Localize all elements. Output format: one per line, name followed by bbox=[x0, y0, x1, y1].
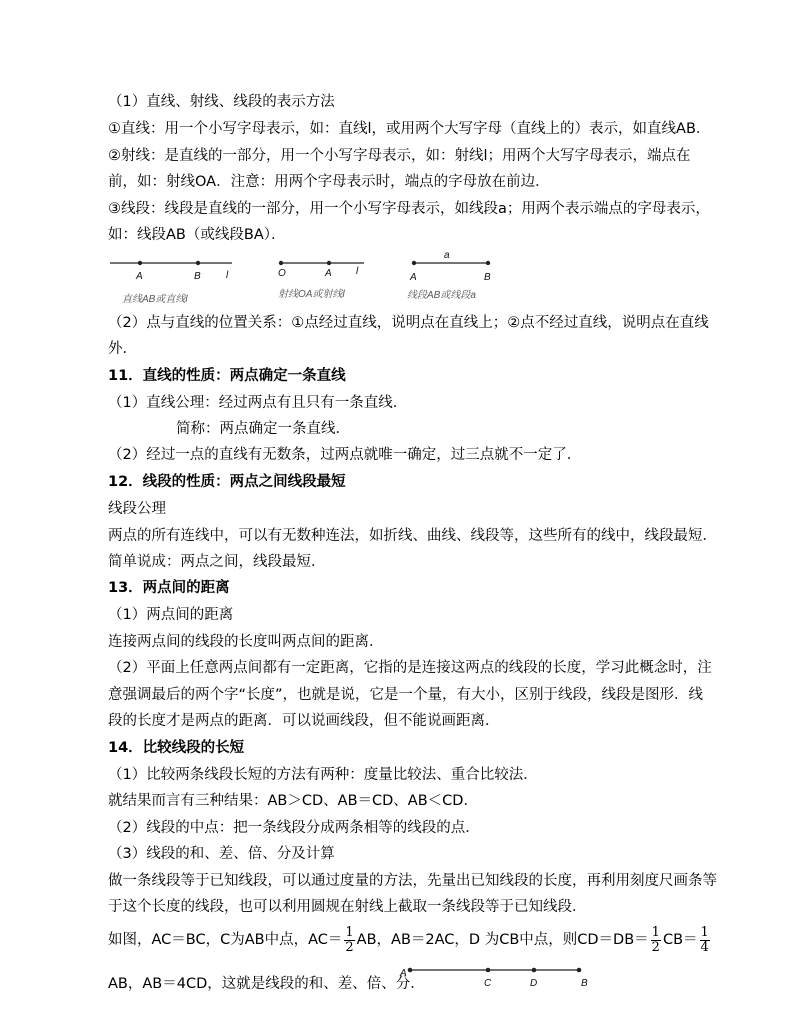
ray-point-o bbox=[279, 261, 283, 265]
line-notation-text: ①直线：用一个小写字母表示，如：直线l，或用两个大写字母（直线上的）表示，如直线AB． bbox=[108, 121, 711, 137]
fraction-2-numerator: 1 bbox=[651, 924, 660, 940]
acdb-point-b bbox=[577, 968, 582, 973]
s14-paragraph-1: （1）比较两条线段长短的方法有两种：度量比较法、重合比较法． bbox=[108, 767, 538, 783]
segment-figure bbox=[407, 250, 491, 301]
line-figure bbox=[110, 261, 232, 305]
ray-label-a: A bbox=[325, 268, 332, 279]
s13-paragraph-1: （1）两点间的距离 bbox=[108, 607, 234, 623]
fraction-one-half-b bbox=[651, 926, 661, 955]
section-title-representation: （1）直线、射线、线段的表示方法 bbox=[108, 94, 335, 110]
acdb-point-d bbox=[532, 968, 537, 973]
fraction-one-half-a bbox=[344, 926, 354, 955]
s12-paragraph-1: 线段公理 bbox=[108, 501, 166, 517]
s12-paragraph-2: 两点的所有连线中，可以有无数种连法，如折线、曲线、线段等，这些所有的线中，线段最短． bbox=[108, 528, 717, 544]
acdb-label-d: D bbox=[530, 978, 538, 989]
ray-figure bbox=[278, 261, 364, 300]
fraction-1-denominator: 2 bbox=[345, 939, 354, 955]
heading-11: 11．直线的性质：两点确定一条直线 bbox=[108, 368, 346, 384]
line-label-l: l bbox=[226, 270, 229, 281]
line-point-a bbox=[138, 261, 142, 265]
segment-notation-text-1: ③线段：线段是直线的一部分，用一个小写字母表示，如线段a；用两个表示端点的字母表示， bbox=[108, 201, 710, 217]
s13-paragraph-5: 段的长度才是两点的距离．可以说画线段，但不能说画距离． bbox=[108, 713, 500, 729]
s14-paragraph-5: 做一条线段等于已知线段，可以通过度量的方法，先量出已知线段的长度，再利用刻度尺画条等 bbox=[108, 873, 717, 889]
s14-paragraph-6: 于这个长度的线段，也可以利用圆规在射线上截取一条线段等于已知线段． bbox=[108, 899, 587, 915]
s11-paragraph-2: 简称：两点确定一条直线． bbox=[176, 421, 350, 437]
line-label-a: A bbox=[136, 271, 143, 282]
ray-notation-text-1: ②射线：是直线的一部分，用一个小写字母表示，如：射线l；用两个大写字母表示，端点在 bbox=[108, 148, 691, 164]
point-line-relation-1: （2）点与直线的位置关系：①点经过直线，说明点在直线上；②点不经过直线，说明点在直线 bbox=[108, 315, 709, 331]
s13-paragraph-4: 意强调最后的两个字“长度”，也就是说，它是一个量，有大小，区别于线段，线段是图形．线 bbox=[108, 687, 704, 703]
segment-caption: 线段AB或线段a bbox=[407, 290, 476, 301]
fraction-one-quarter bbox=[700, 926, 710, 955]
example-text-a: 如图，AC＝BC，C为AB中点，AC＝ bbox=[108, 932, 343, 948]
heading-14: 14．比较线段的长短 bbox=[108, 740, 245, 756]
notation-figures bbox=[0, 245, 794, 305]
fraction-2-denominator: 2 bbox=[651, 939, 660, 955]
s13-paragraph-2: 连接两点间的线段的长度叫两点间的距离． bbox=[108, 634, 384, 650]
fraction-3-denominator: 4 bbox=[700, 939, 709, 955]
acdb-point-a bbox=[408, 968, 413, 973]
example-last-line: AB，AB＝4CD，这就是线段的和、差、倍、分． bbox=[108, 976, 425, 992]
line-caption: 直线AB或直线l bbox=[122, 294, 188, 305]
segment-label-a: A bbox=[410, 272, 417, 283]
segment-acdb-figure bbox=[395, 958, 605, 994]
s12-paragraph-3: 简单说成：两点之间，线段最短． bbox=[108, 554, 326, 570]
line-point-b bbox=[196, 261, 200, 265]
example-text-b: AB，AB＝2AC，D 为CB中点，则CD＝DB＝ bbox=[356, 932, 649, 948]
segment-point-b bbox=[486, 261, 490, 265]
s14-paragraph-2: 就结果而言有三种结果：AB＞CD、AB＝CD、AB＜CD． bbox=[108, 793, 478, 809]
s11-paragraph-1: （1）直线公理：经过两点有且只有一条直线． bbox=[108, 395, 408, 411]
s13-paragraph-3: （2）平面上任意两点间都有一定距离，它指的是连接这两点的线段的长度，学习此概念时，注 bbox=[108, 660, 712, 676]
ray-notation-text-2: 前，如：射线OA．注意：用两个字母表示时，端点的字母放在前边． bbox=[108, 174, 550, 190]
segment-label-b: B bbox=[484, 272, 491, 283]
fraction-3-numerator: 1 bbox=[700, 924, 709, 940]
acdb-point-c bbox=[486, 968, 491, 973]
ray-label-l: l bbox=[356, 266, 359, 277]
s14-paragraph-4: （3）线段的和、差、倍、分及计算 bbox=[108, 846, 335, 862]
acdb-label-b: B bbox=[581, 978, 588, 989]
s14-paragraph-3: （2）线段的中点：把一条线段分成两条相等的线段的点． bbox=[108, 820, 480, 836]
acdb-label-c: C bbox=[484, 978, 492, 989]
segment-notation-text-2: 如：线段AB（或线段BA）． bbox=[108, 227, 286, 243]
line-label-b: B bbox=[194, 271, 201, 282]
fraction-1-numerator: 1 bbox=[345, 924, 354, 940]
point-line-relation-2: 外． bbox=[108, 341, 137, 357]
heading-12: 12．线段的性质：两点之间线段最短 bbox=[108, 474, 346, 490]
segment-point-a bbox=[412, 261, 416, 265]
acdb-label-a: A bbox=[400, 968, 407, 979]
example-fraction-line bbox=[108, 924, 709, 959]
example-text-c: CB＝ bbox=[662, 932, 698, 948]
ray-caption: 射线OA或射线l bbox=[278, 289, 345, 300]
ray-point-a bbox=[327, 261, 331, 265]
s11-paragraph-3: （2）经过一点的直线有无数条，过两点就唯一确定，过三点就不一定了． bbox=[108, 447, 582, 463]
heading-13: 13．两点间的距离 bbox=[108, 580, 230, 596]
ray-label-o: O bbox=[278, 268, 286, 279]
segment-label-a-lower: a bbox=[444, 250, 450, 261]
